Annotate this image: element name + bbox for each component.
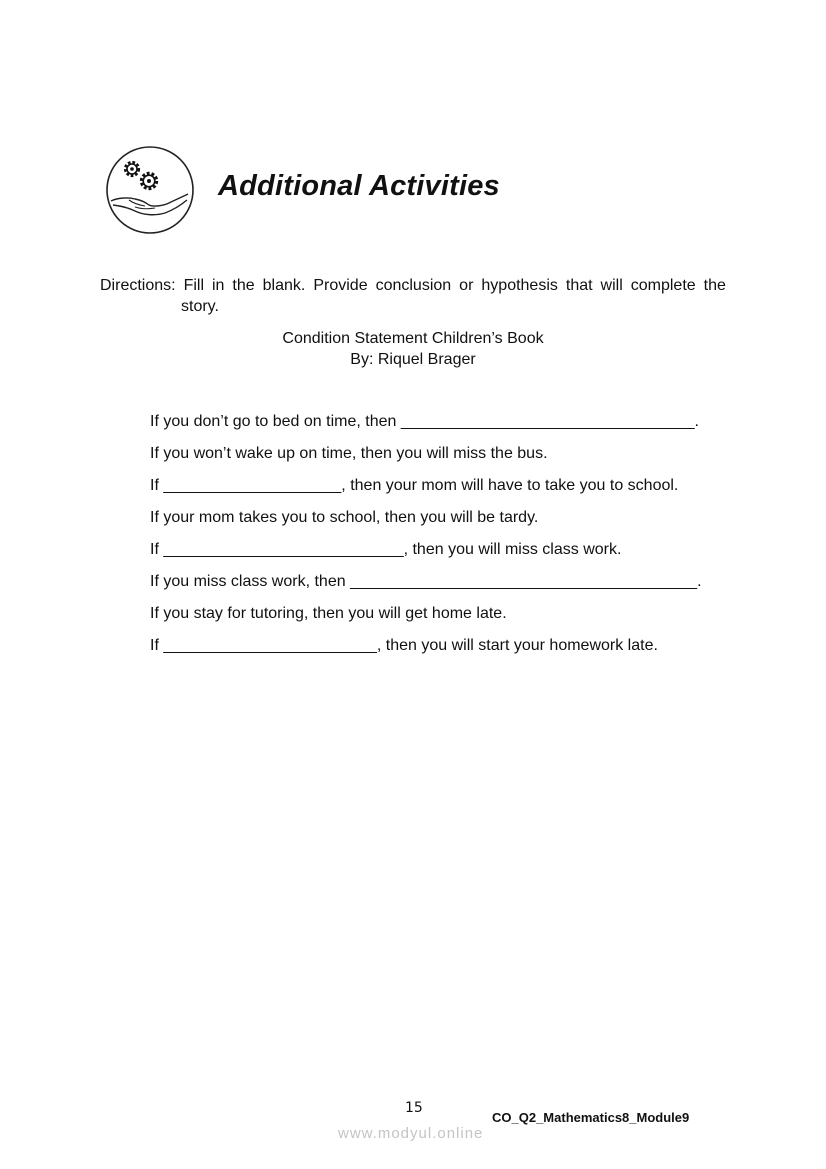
section-title: Additional Activities: [218, 170, 500, 202]
module-code: CO_Q2_Mathematics8_Module9: [492, 1110, 690, 1125]
directions-label: Directions:: [100, 277, 176, 294]
page-number: 15: [405, 1100, 423, 1116]
directions: [100, 275, 726, 317]
story-line: If your mom takes you to school, then you will be tardy.: [150, 509, 539, 526]
story-line: If ___________________________, then you will miss class work.: [150, 541, 622, 558]
directions-word: conclusion: [375, 277, 452, 294]
story-line: If you don’t go to bed on time, then _________________________________.: [150, 413, 699, 430]
directions-word: will: [600, 277, 623, 294]
directions-word: the: [232, 277, 255, 294]
directions-word: that: [565, 277, 593, 294]
directions-word: complete: [630, 277, 696, 294]
story-line: If you won’t wake up on time, then you will miss the bus.: [150, 445, 548, 462]
story-line: If you stay for tutoring, then you will get home late.: [150, 605, 507, 622]
directions-word: or: [459, 277, 474, 294]
story-list: [150, 411, 750, 667]
directions-line-2: story.: [181, 298, 219, 315]
directions-line-1: [100, 275, 726, 296]
gears-in-hand-icon: [105, 145, 195, 235]
directions-word: blank.: [262, 277, 306, 294]
directions-word: hypothesis: [481, 277, 558, 294]
directions-word: the: [703, 277, 726, 294]
directions-word: Provide: [313, 277, 368, 294]
directions-word: Fill: [183, 277, 204, 294]
story-line: If you miss class work, then _______________________________________.: [150, 573, 702, 590]
watermark: www.modyul.online: [338, 1125, 484, 1142]
book-author: By: Riquel Brager: [350, 351, 476, 368]
book-title: Condition Statement Children’s Book: [282, 330, 544, 347]
story-line: If ____________________, then your mom will have to take you to school.: [150, 477, 679, 494]
story-line: If ________________________, then you will start your homework late.: [150, 637, 658, 654]
directions-word: in: [211, 277, 225, 294]
